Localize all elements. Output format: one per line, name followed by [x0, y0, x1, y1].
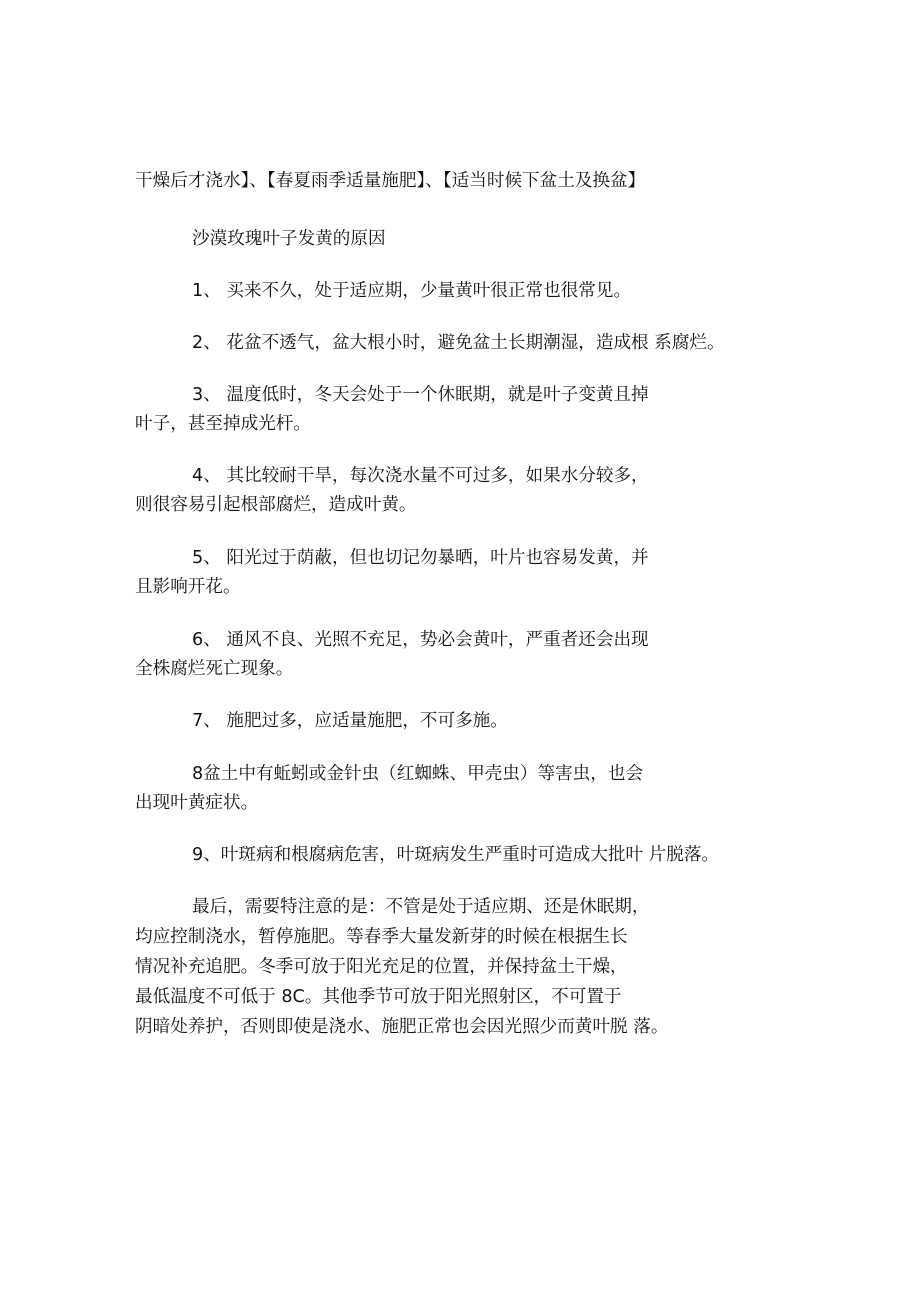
conclusion-line-2: 均应控制浇水，暂停施肥。等春季大量发新芽的时候在根据生长: [135, 927, 628, 947]
list-item-8-line-1: 8盆土中有蚯蚓或金针虫（红蜘蛛、甲壳虫）等害虫，也会: [192, 764, 644, 784]
list-item-6-line-2: 全株腐烂死亡现象。: [135, 659, 294, 679]
list-item-4-line-1: 4、 其比较耐干旱，每次浇水量不可过多，如果水分较多，: [192, 466, 649, 486]
text-line-continuation: 干燥后才浇水】、【春夏雨季适量施肥】、【适当时候下盆土及换盆】: [135, 171, 646, 191]
conclusion-line-4: 最低温度不可低于 8C。其他季节可放于阳光照射区，不可置于: [135, 987, 622, 1007]
conclusion-line-5: 阴暗处养护，否则即使是浇水、施肥正常也会因光照少而黄叶脱 落。: [135, 1017, 669, 1037]
list-item-1: 1、 买来不久，处于适应期，少量黄叶很正常也很常见。: [192, 281, 632, 301]
list-item-5-line-1: 5、 阳光过于荫蔽，但也切记勿暴晒，叶片也容易发黄，并: [192, 548, 649, 568]
list-item-4-line-2: 则很容易引起根部腐烂，造成叶黄。: [135, 495, 417, 515]
list-item-3-line-1: 3、 温度低时，冬天会处于一个休眠期，就是叶子变黄且掉: [192, 385, 649, 405]
list-item-2: 2、 花盆不透气，盆大根小时，避免盆土长期潮湿，造成根 系腐烂。: [192, 333, 725, 353]
list-item-7: 7、 施肥过多，应适量施肥，不可多施。: [192, 711, 508, 731]
list-item-8-line-2: 出现叶黄症状。: [135, 793, 259, 813]
list-item-3-line-2: 叶子，甚至掉成光杆。: [135, 414, 311, 434]
section-heading: 沙漠玫瑰叶子发黄的原因: [192, 229, 386, 249]
list-item-5-line-2: 且影响开花。: [135, 577, 241, 597]
conclusion-line-1: 最后，需要特注意的是：不管是处于适应期、还是休眠期，: [192, 897, 650, 917]
conclusion-line-3: 情况补充追肥。冬季可放于阳光充足的位置，并保持盆土干燥，: [135, 957, 628, 977]
list-item-6-line-1: 6、 通风不良、光照不充足，势必会黄叶，严重者还会出现: [192, 630, 649, 650]
list-item-9: 9、叶斑病和根腐病危害，叶斑病发生严重时可造成大批叶 片脱落。: [192, 845, 720, 865]
